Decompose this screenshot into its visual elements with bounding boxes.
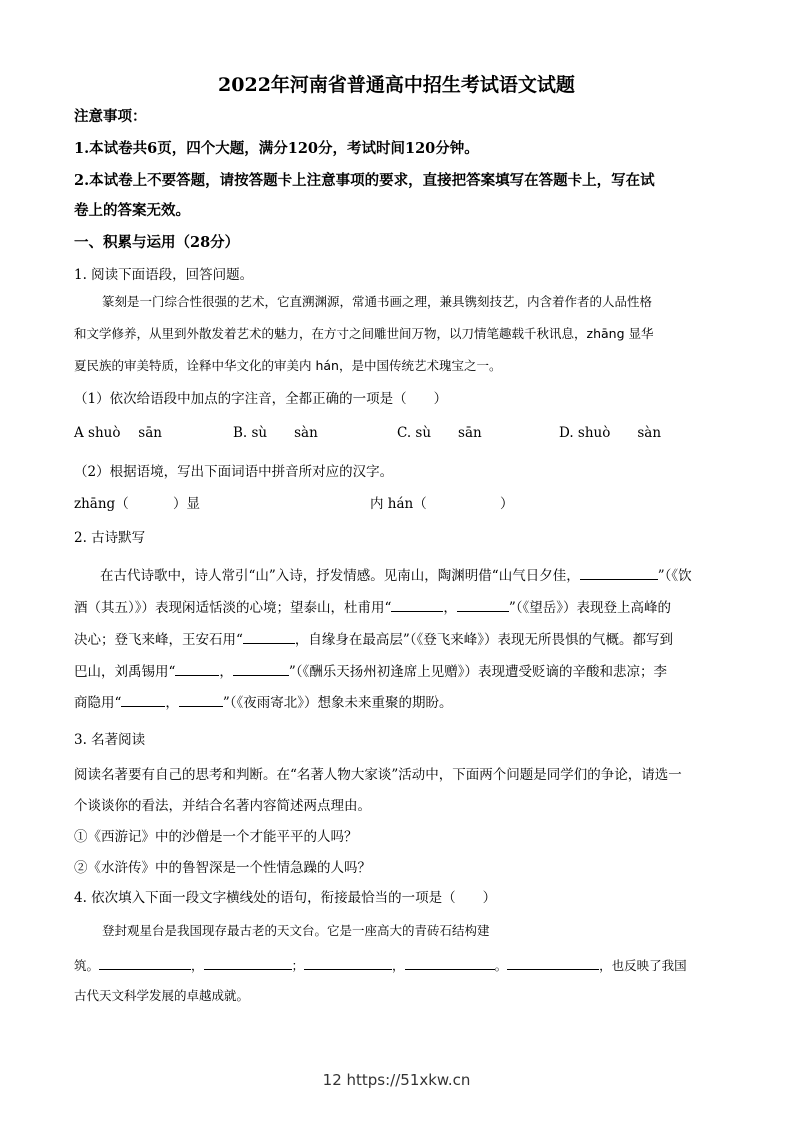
- q1-sub-question-2: （2）根据语境，写出下面词语中拼音所对应的汉字。: [74, 464, 394, 480]
- q2-line-2-sep: ，: [443, 600, 457, 616]
- q3-item-1: ①《西游记》中的沙僧是一个才能平平的人吗？: [74, 829, 358, 845]
- word-2-post: ）: [500, 496, 514, 512]
- q2-line-1: [100, 566, 692, 585]
- q2-line-5-text: 商隐用“: [74, 695, 122, 711]
- word-2-pre: 内 hán（: [370, 496, 427, 512]
- q2-line-5: [74, 693, 453, 712]
- answer-blank: [580, 566, 658, 580]
- q1-passage-line-1: 篆刻是一门综合性很强的艺术，它直溯渊源，常通书画之理，兼具镌刻技艺，内含着作者的人品性格: [102, 294, 653, 309]
- q2-line-3-tail: ，自缘身在最高层”（《登飞来峰》）表现无所畏惧的气概。都写到: [294, 632, 674, 648]
- q4-passage-line-2: [74, 956, 687, 975]
- answer-blank: [304, 956, 392, 970]
- q2-line-4: [74, 662, 667, 681]
- q3-line-1: 阅读名著要有自己的思考和判断。在“名著人物大家谈”活动中，下面两个问题是同学们的争论，请选一: [74, 767, 682, 783]
- page-title: 2022年河南省普通高中招生考试语文试题: [218, 74, 575, 96]
- q4-passage-line-1: 登封观星台是我国现存最古老的天文台。它是一座高大的青砖石结构建: [102, 923, 490, 938]
- option-a: A shuò sān: [74, 425, 162, 441]
- q2-line-2-text: 酒（其五）》）表现闲适恬淡的心境；望泰山，杜甫用“: [74, 600, 392, 616]
- answer-blank: [391, 598, 443, 612]
- q2-prompt: 2. 古诗默写: [74, 530, 146, 546]
- q4-line-2-text: 筑。: [74, 958, 100, 973]
- answer-blank: [175, 662, 219, 676]
- answer-blank: [204, 956, 292, 970]
- answer-blank: [507, 956, 599, 970]
- q2-line-4-tail: ”（《酬乐天扬州初逢席上见赠》）表现遭受贬谪的辛酸和悲凉；李: [288, 664, 668, 680]
- q3-line-2: 个谈谈你的看法，并结合名著内容简述两点理由。: [74, 798, 371, 814]
- q2-line-2-tail: ”（《望岳》）表现登上高峰的: [508, 600, 672, 616]
- page-footer: 12 https://51xkw.cn: [322, 1071, 471, 1089]
- q4-sep-3: ，: [392, 958, 405, 973]
- q2-line-3-text: 决心；登飞来峰，王安石用“: [74, 632, 243, 648]
- answer-blank: [457, 598, 509, 612]
- option-c: C. sù sān: [397, 425, 482, 441]
- option-b: B. sù sàn: [233, 425, 318, 441]
- q2-line-4-text: 巴山，刘禹锡用“: [74, 664, 176, 680]
- notice-item-2: 2.本试卷上不要答题，请按答题卡上注意事项的要求，直接把答案填写在答题卡上，写在试: [74, 172, 655, 189]
- answer-blank: [179, 693, 223, 707]
- section-heading: 一、积累与运用（28分）: [74, 234, 240, 251]
- word-1-post: ）显: [173, 496, 200, 512]
- q2-line-5-sep: ，: [165, 695, 179, 711]
- q1-sub-question-1: （1）依次给语段中加点的字注音，全都正确的一项是（ ）: [74, 391, 448, 407]
- notice-heading: 注意事项：: [74, 108, 147, 125]
- q2-line-3: [74, 630, 673, 649]
- q4-prompt: 4. 依次填入下面一段文字横线处的语句，衔接最恰当的一项是（ ）: [74, 890, 497, 906]
- q1-prompt: 1. 阅读下面语段，回答问题。: [74, 267, 254, 283]
- notice-item-1: 1.本试卷共6页，四个大题，满分120分，考试时间120分钟。: [74, 140, 479, 157]
- answer-blank: [405, 956, 495, 970]
- q4-sep-1: ，: [191, 958, 204, 973]
- q1-passage-line-2: 和文学修养，从里到外散发着艺术的魅力，在方寸之间雕世间万物，以刀情笔趣载千秋讯息，zhāng 显华: [74, 326, 654, 341]
- q3-prompt: 3. 名著阅读: [74, 732, 146, 748]
- answer-blank: [99, 956, 191, 970]
- q2-line-5-tail: ”（《夜雨寄北》）想象未来重聚的期盼。: [222, 695, 453, 711]
- q2-line-1-text: 在古代诗歌中，诗人常引“山”入诗，抒发情感。见南山，陶渊明借“山气日夕佳，: [100, 568, 580, 584]
- notice-item-2-cont: 卷上的答案无效。: [74, 202, 190, 219]
- option-d: D. shuò sàn: [559, 425, 662, 441]
- q1-passage-line-3: 夏民族的审美特质，诠释中华文化的审美内 hán，是中国传统艺术瑰宝之一。: [74, 358, 502, 373]
- q4-sep-4: 。: [494, 958, 508, 973]
- q4-passage-line-3: 古代天文科学发展的卓越成就。: [74, 988, 250, 1003]
- answer-blank: [243, 630, 295, 644]
- word-1-pre: zhāng（: [74, 496, 129, 512]
- answer-blank: [121, 693, 165, 707]
- q4-line-2-tail: ，也反映了我国: [599, 958, 687, 973]
- q4-sep-2: ；: [291, 958, 305, 973]
- answer-blank: [233, 662, 289, 676]
- q2-line-1-tail: ”（《饮: [657, 568, 692, 584]
- q2-line-4-sep: ，: [219, 664, 233, 680]
- q2-line-2: [74, 598, 671, 617]
- q3-item-2: ②《水浒传》中的鲁智深是一个性情急躁的人吗？: [74, 860, 371, 876]
